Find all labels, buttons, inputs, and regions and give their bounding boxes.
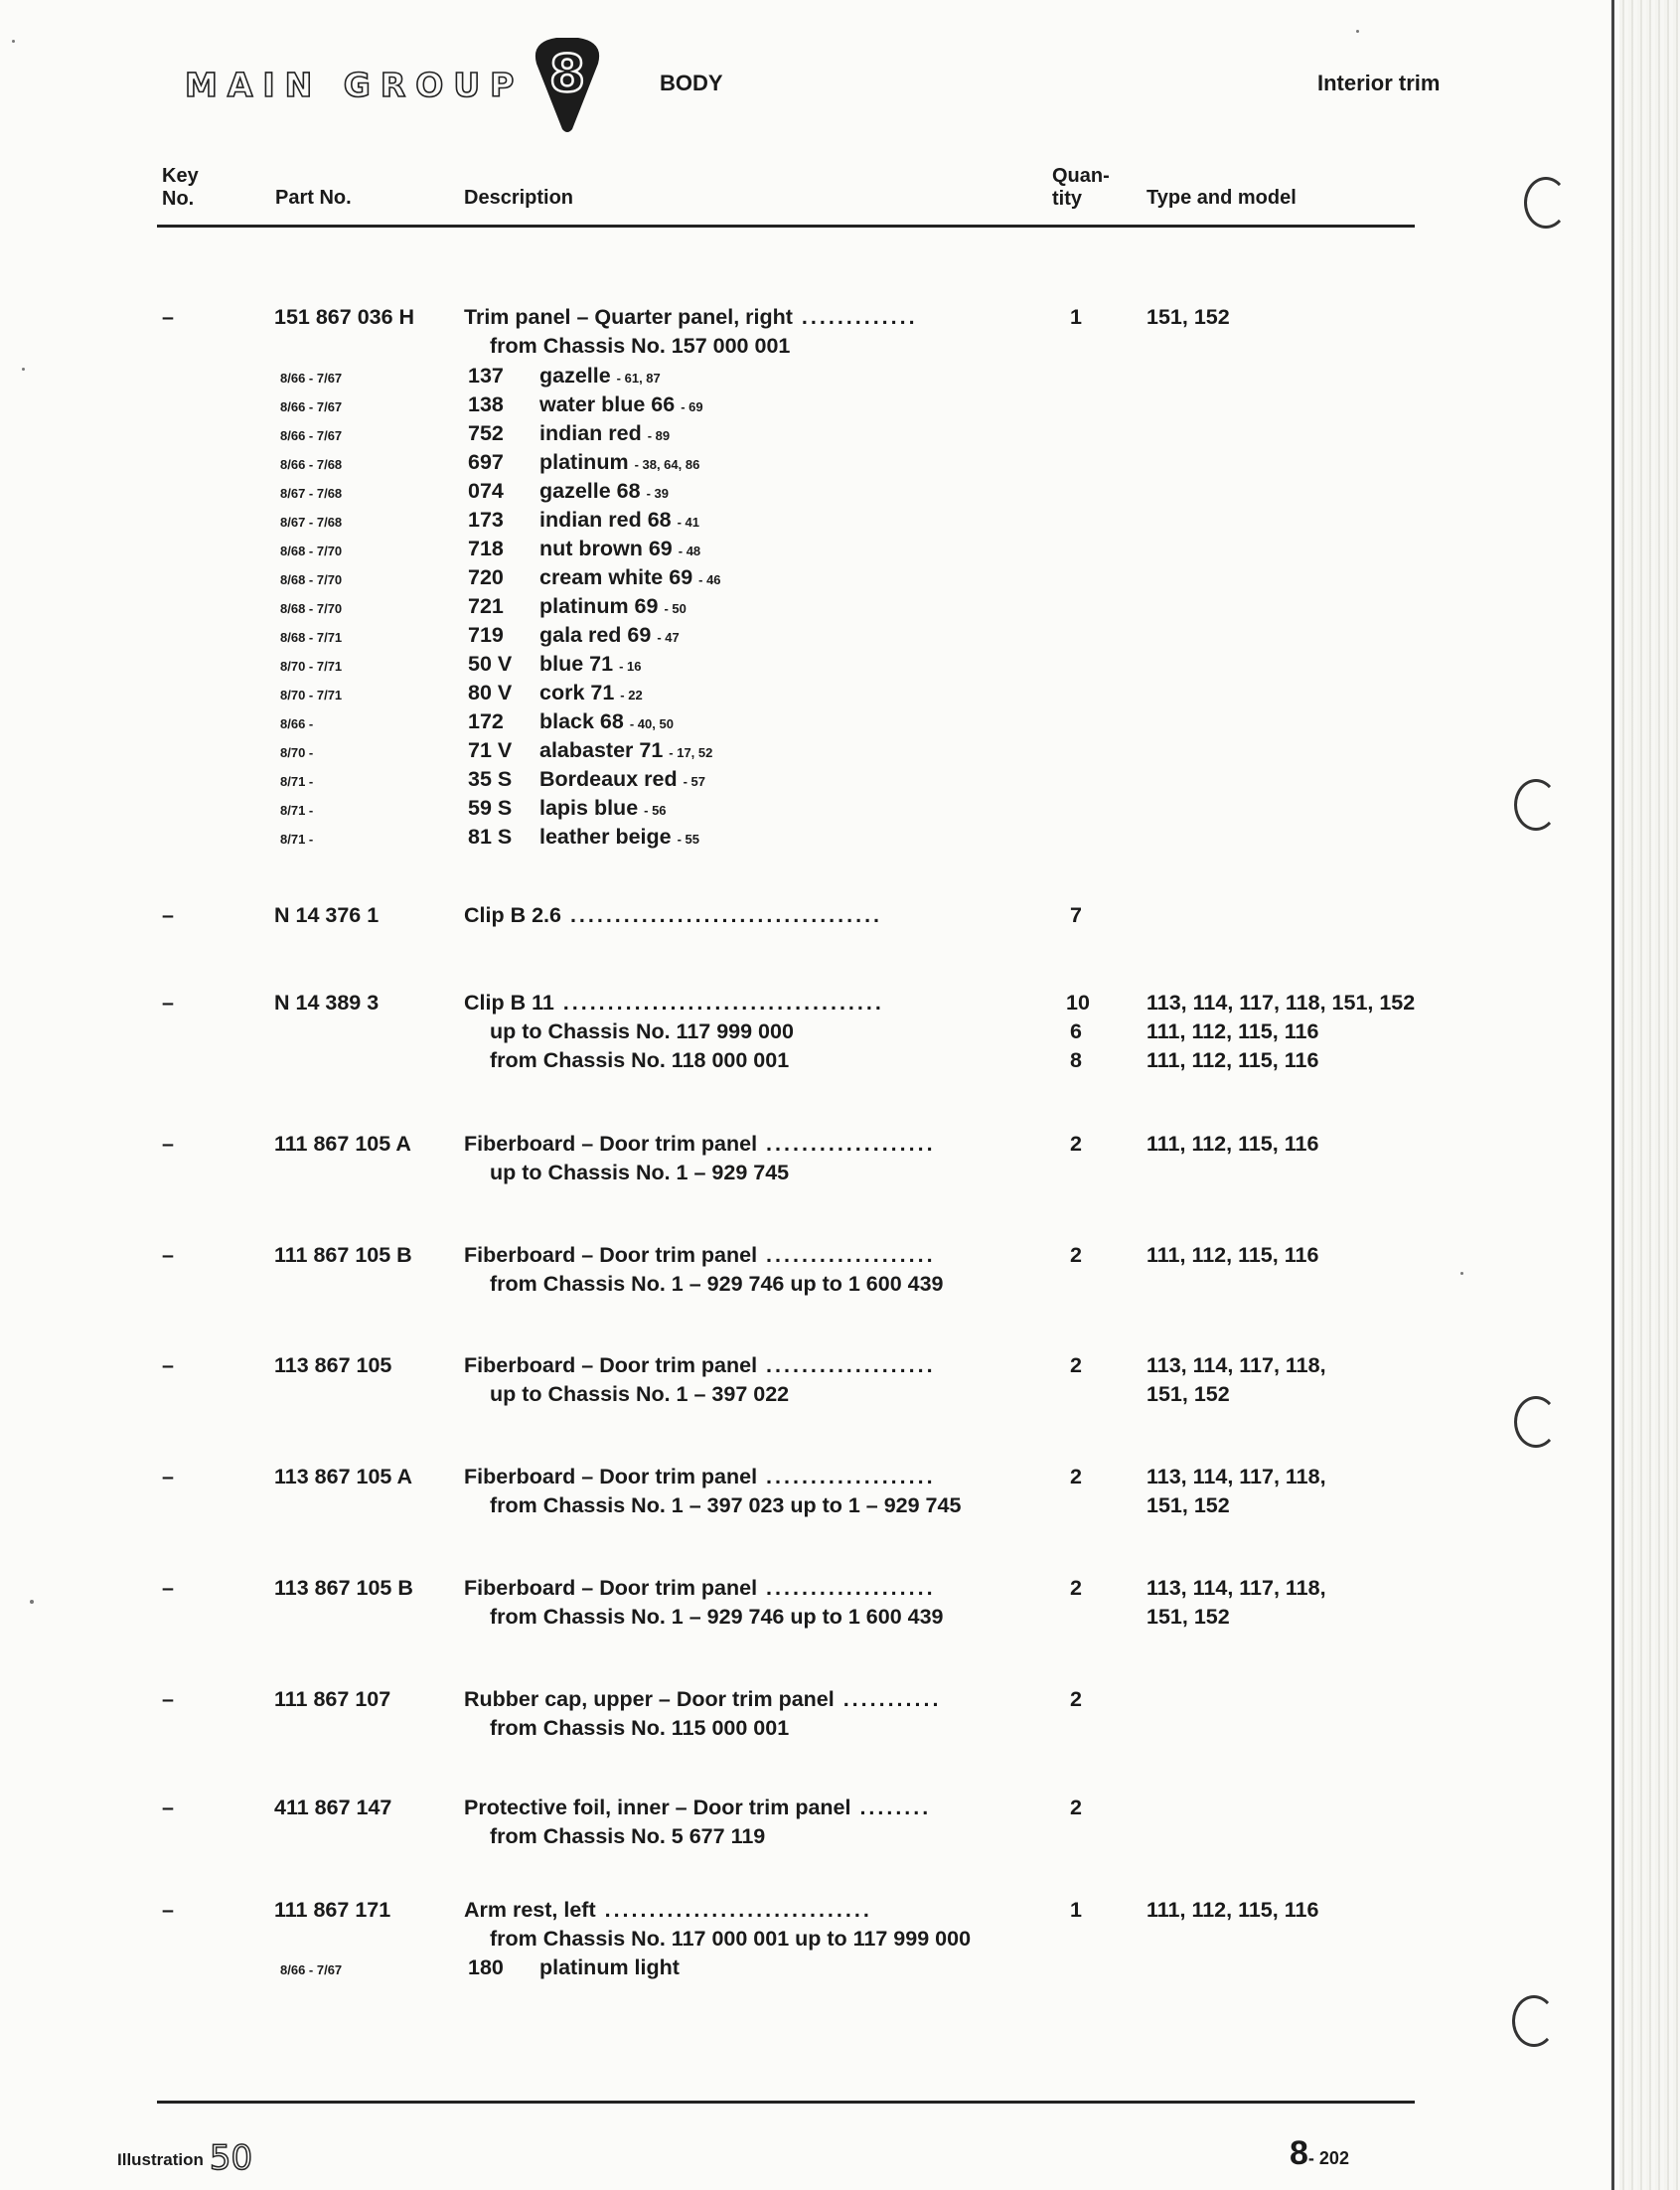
section-title: Interior trim	[1317, 71, 1441, 95]
color-list	[280, 362, 721, 852]
header-rule	[157, 225, 1415, 228]
part-no: 111 867 105 A	[274, 1132, 411, 1156]
description: Clip B 11 ....................................	[464, 991, 884, 1015]
description: Fiberboard – Door trim panel ...................	[464, 1353, 936, 1377]
col-description: Description	[464, 187, 574, 209]
key-no: –	[162, 1132, 174, 1156]
col-type-model: Type and model	[1146, 187, 1297, 209]
type-model: 113, 114, 117, 118,	[1146, 1576, 1326, 1600]
description: Fiberboard – Door trim panel ...................	[464, 1243, 936, 1267]
description: Trim panel – Quarter panel, right .............	[464, 305, 918, 329]
scan-speck	[1356, 30, 1359, 33]
chassis-note: up to Chassis No. 117 999 000	[490, 1019, 794, 1043]
color-row: 8/70 - 71 V alabaster 71 - 17, 52	[280, 738, 713, 762]
color-row: 8/71 - 59 S lapis blue - 56	[280, 796, 667, 820]
main-group-title: MAIN GROUP	[185, 66, 525, 104]
type-model: 151, 152	[1146, 1382, 1230, 1406]
key-no: –	[162, 903, 174, 927]
description: Clip B 2.6 ...................................	[464, 903, 883, 927]
part-no: 111 867 105 B	[274, 1243, 412, 1267]
type-model: 151, 152	[1146, 1605, 1230, 1629]
color-row: 8/66 - 7/67 138 water blue 66 - 69	[280, 392, 703, 416]
key-no: –	[162, 1898, 174, 1922]
punch-hole	[1514, 779, 1558, 831]
col-key-no: Key No.	[162, 165, 199, 210]
color-row: 8/66 - 7/67 180 platinum light	[280, 1955, 680, 1979]
quantity: 2	[1070, 1576, 1082, 1600]
part-no: N 14 389 3	[274, 991, 380, 1015]
color-row: 8/70 - 7/71 80 V cork 71 - 22	[280, 681, 643, 704]
type-model: 111, 112, 115, 116	[1146, 1019, 1319, 1043]
description: Fiberboard – Door trim panel ...................	[464, 1132, 936, 1156]
type-model: 111, 112, 115, 116	[1146, 1132, 1319, 1156]
type-model: 111, 112, 115, 116	[1146, 1243, 1319, 1267]
description: Fiberboard – Door trim panel ...................	[464, 1576, 936, 1600]
color-row: 8/66 - 172 black 68 - 40, 50	[280, 709, 674, 733]
color-row: 8/67 - 7/68 074 gazelle 68 - 39	[280, 479, 669, 503]
body-label: BODY	[660, 71, 723, 95]
punch-hole	[1524, 177, 1568, 229]
description: Protective foil, inner – Door trim panel ........	[464, 1796, 932, 1819]
part-no: N 14 376 1	[274, 903, 380, 927]
quantity: 2	[1070, 1465, 1082, 1488]
color-row: 8/71 - 35 S Bordeaux red - 57	[280, 767, 705, 791]
type-model: 151, 152	[1146, 305, 1230, 329]
part-no: 411 867 147	[274, 1796, 392, 1819]
key-no: –	[162, 991, 174, 1015]
part-no: 113 867 105 B	[274, 1576, 413, 1600]
type-model: 111, 112, 115, 116	[1146, 1048, 1319, 1072]
description: Fiberboard – Door trim panel ...................	[464, 1465, 936, 1488]
part-no: 113 867 105 A	[274, 1465, 413, 1488]
quantity: 6	[1070, 1019, 1082, 1043]
scan-speck	[22, 368, 25, 371]
part-no: 113 867 105	[274, 1353, 392, 1377]
type-model: 111, 112, 115, 116	[1146, 1898, 1319, 1922]
binder-line	[1611, 0, 1614, 2190]
color-row: 8/66 - 7/67 137 gazelle - 61, 87	[280, 364, 661, 388]
punch-hole	[1514, 1396, 1558, 1448]
illustration-ref: Illustration 50	[117, 2138, 253, 2178]
key-no: –	[162, 1243, 174, 1267]
color-row: 8/66 - 7/67 752 indian red - 89	[280, 421, 671, 445]
quantity: 7	[1070, 903, 1082, 927]
color-row: 8/66 - 7/68 697 platinum - 38, 64, 86	[280, 450, 700, 474]
quantity: 2	[1070, 1243, 1082, 1267]
col-quantity: Quan- tity	[1052, 165, 1110, 210]
footer-rule	[157, 2101, 1415, 2104]
quantity: 8	[1070, 1048, 1082, 1072]
key-no: –	[162, 1687, 174, 1711]
chassis-note: from Chassis No. 117 000 001 up to 117 999 000	[490, 1927, 972, 1951]
type-model: 113, 114, 117, 118,	[1146, 1465, 1326, 1488]
quantity: 1	[1070, 305, 1082, 329]
type-model: 113, 114, 117, 118, 151, 152	[1146, 991, 1416, 1015]
key-no: –	[162, 1576, 174, 1600]
quantity: 2	[1070, 1687, 1082, 1711]
key-no: –	[162, 1796, 174, 1819]
quantity: 2	[1070, 1132, 1082, 1156]
key-no: –	[162, 305, 174, 329]
page-edge-texture	[1619, 0, 1680, 2190]
chassis-note: up to Chassis No. 1 – 929 745	[490, 1161, 790, 1184]
chassis-note: from Chassis No. 5 677 119	[490, 1824, 766, 1848]
color-row: 8/70 - 7/71 50 V blue 71 - 16	[280, 652, 642, 676]
color-row: 8/68 - 7/70 718 nut brown 69 - 48	[280, 537, 701, 560]
scan-speck	[30, 1600, 34, 1604]
quantity: 1	[1070, 1898, 1082, 1922]
page-number: 8- 202	[1290, 2134, 1349, 2172]
key-no: –	[162, 1353, 174, 1377]
punch-hole	[1512, 1995, 1556, 2047]
quantity: 2	[1070, 1796, 1082, 1819]
color-row: 8/67 - 7/68 173 indian red 68 - 41	[280, 508, 699, 532]
part-no: 111 867 107	[274, 1687, 391, 1711]
color-row: 8/68 - 7/70 720 cream white 69 - 46	[280, 565, 721, 589]
chassis-note: from Chassis No. 157 000 001	[490, 334, 791, 358]
chassis-note: from Chassis No. 1 – 929 746 up to 1 600 439	[490, 1605, 944, 1629]
color-row: 8/68 - 7/70 721 platinum 69 - 50	[280, 594, 687, 618]
type-model: 151, 152	[1146, 1493, 1230, 1517]
quantity: 2	[1070, 1353, 1082, 1377]
quantity: 10	[1066, 991, 1090, 1015]
key-no: –	[162, 1465, 174, 1488]
color-row: 8/71 - 81 S leather beige - 55	[280, 825, 700, 849]
chassis-note: from Chassis No. 115 000 001	[490, 1716, 790, 1740]
group-number: 8	[548, 45, 586, 104]
group-number-badge	[527, 34, 608, 135]
col-part-no: Part No.	[275, 187, 352, 209]
description: Arm rest, left ..............................	[464, 1898, 872, 1922]
chassis-note: up to Chassis No. 1 – 397 022	[490, 1382, 790, 1406]
type-model: 113, 114, 117, 118,	[1146, 1353, 1326, 1377]
chassis-note: from Chassis No. 118 000 001	[490, 1048, 790, 1072]
color-row: 8/68 - 7/71 719 gala red 69 - 47	[280, 623, 680, 647]
part-no: 151 867 036 H	[274, 305, 415, 329]
description: Rubber cap, upper – Door trim panel ...........	[464, 1687, 942, 1711]
chassis-note: from Chassis No. 1 – 397 023 up to 1 – 929 745	[490, 1493, 962, 1517]
scan-speck	[1460, 1272, 1463, 1275]
chassis-note: from Chassis No. 1 – 929 746 up to 1 600 439	[490, 1272, 944, 1296]
scan-speck	[12, 40, 15, 43]
part-no: 111 867 171	[274, 1898, 391, 1922]
